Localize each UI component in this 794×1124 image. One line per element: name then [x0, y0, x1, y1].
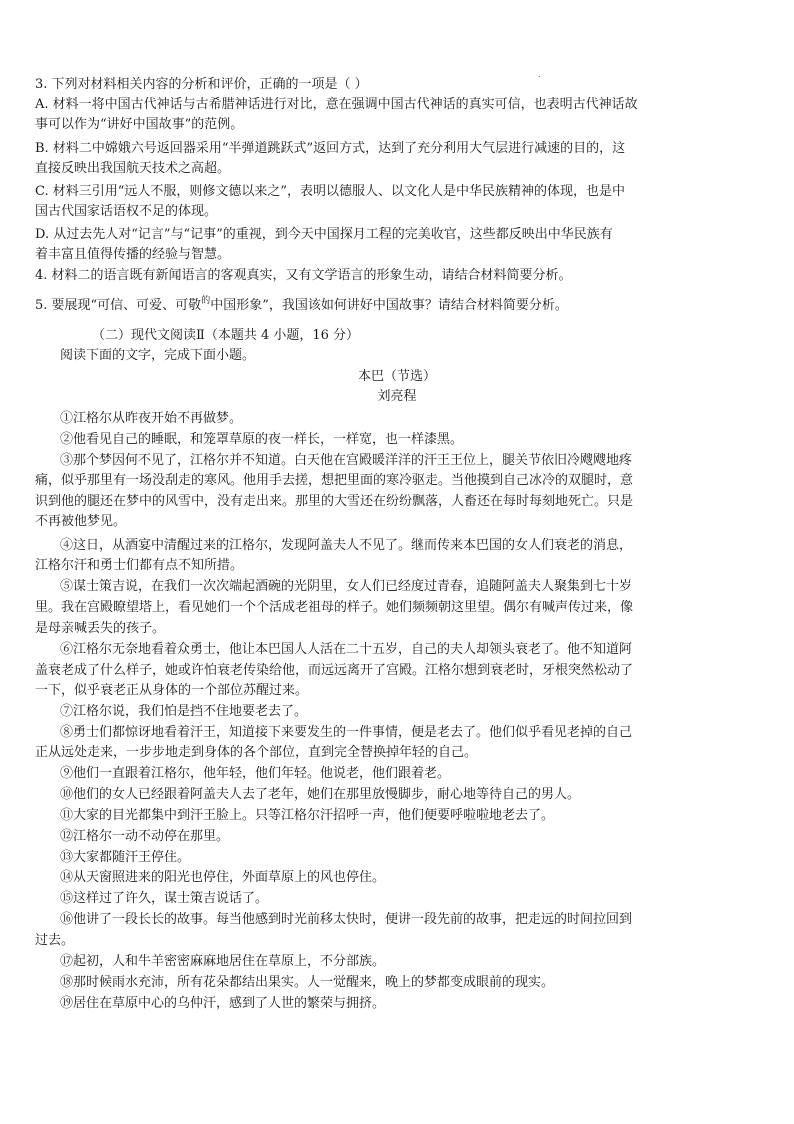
paragraph-line: ⑰起初，人和牛羊密密麻麻地居住在草原上，不分部族。	[60, 954, 386, 969]
question-4: 4. 材料二的语言既有新闻语言的客观真实，又有文学语言的形象生动，请结合材料简要分析。	[35, 268, 572, 283]
paragraph-line: 痛，似乎那里有一场没刮走的寒风。他用手去搓，想把里面的寒冷驱走。当他摸到自己冰冷的双腿时，意	[35, 473, 634, 488]
paragraph-line: ⑩他们的女人已经跟着阿盖夫人去了老年，她们在那里放慢脚步，耐心地等待自己的男人。	[60, 787, 581, 802]
paragraph-line: ⑫江格尔一动不动停在那里。	[60, 829, 230, 844]
reading-instruction: 阅读下面的文字，完成下面小题。	[60, 348, 256, 363]
option-b-line-1: B. 材料二中嫦娥六号返回器采用“半弹道跳跃式”返回方式，达到了充分利用大气层进行减速的目的，这	[35, 141, 626, 156]
paragraph-line: 里。我在宫殿瞭望塔上，看见她们一个个活成老祖母的样子。她们频频朝这里望。偶尔有喊声传过来，像	[35, 600, 634, 615]
paragraph-line: ⑦江格尔说，我们怕是挡不住地要老去了。	[60, 704, 308, 719]
question-3-stem: 3. 下列对材料相关内容的分析和评价，正确的一项是（ ）	[35, 77, 368, 92]
paragraph-line: 识到他的腿还在梦中的风雪中，没有走出来。那里的大雪还在纷纷飘落，人畜还在每时每刻地死亡。只是	[35, 494, 634, 509]
paragraph-line: 一下，似乎衰老正从身体的一个部位苏醒过来。	[35, 683, 309, 698]
passage-author: 刘亮程	[377, 389, 417, 404]
paragraph-line: 不再被他梦见。	[35, 514, 127, 529]
section-heading: （二）现代文阅读Ⅱ（本题共 4 小题，16 分）	[92, 328, 360, 343]
paragraph-line: ⑮这样过了许久，谋士策吉说话了。	[60, 891, 269, 906]
option-c-line-2: 国古代国家话语权不足的体现。	[35, 204, 218, 219]
paragraph-line: ⑱那时候雨水充沛，所有花朵都结出果实。人一觉醒来，晚上的梦都变成眼前的现实。	[60, 975, 555, 990]
question-5-superscript: 的	[201, 296, 211, 306]
paragraph-line: 盖衰老成了什么样子，她或许怕衰老传染给他，而远远离开了宫殿。江格尔想到衰老时，牙根突然松动了	[35, 663, 634, 678]
paragraph-line: ①江格尔从昨夜开始不再做梦。	[60, 411, 243, 426]
option-d-line-2: 着丰富且值得传播的经验与智慧。	[35, 247, 231, 262]
paragraph-line: 过去。	[35, 933, 75, 948]
paragraph-line: ④这日，从酒宴中清醒过来的江格尔，发现阿盖夫人不见了。继而传来本巴国的女人们衰老的消息，	[60, 538, 633, 553]
option-a-line-2: 事可以作为“讲好中国故事”的范例。	[35, 117, 244, 132]
paragraph-line: ⑧勇士们都惊讶地看着汗王，知道接下来要发生的一件事情，便是老去了。他们似乎看见老掉的自己	[60, 725, 633, 740]
option-d-line-1: D. 从过去先人对“记言”与“记事”的重视，到今天中国探月工程的完美收官，这些都反映出中华民族有	[35, 227, 613, 242]
question-5	[35, 296, 794, 317]
option-c-line-1: C. 材料三引用“远人不服，则修文德以来之”，表明以德服人、以文化人是中华民族精神的体现，也是中	[35, 184, 626, 199]
question-5-text-before: 5. 要展现“可信、可爱、可敬	[35, 298, 202, 313]
paragraph-line: ⑥江格尔无奈地看着众勇士，他让本巴国人人活在二十五岁，自己的夫人却领头衰老了。他不知道阿	[60, 642, 633, 657]
paragraph-line: ⑤谋士策吉说，在我们一次次端起酒碗的光阴里，女人们已经度过青春，追随阿盖夫人聚集到七十岁	[60, 579, 633, 594]
paragraph-line: ⑬大家都随汗王停住。	[60, 850, 191, 865]
paragraph-line: 是母亲喊丢失的孩子。	[35, 621, 166, 636]
paragraph-line: ③那个梦因何不见了，江格尔并不知道。白天他在宫殿暖洋洋的汗王王位上，腿关节依旧冷飕飕地疼	[60, 453, 633, 468]
stray-mark: .	[538, 70, 541, 79]
paragraph-line: ⑪大家的目光都集中到汗王脸上。只等江格尔汗招呼一声，他们便要呼啦啦地老去了。	[60, 808, 555, 823]
paragraph-line: ⑲居住在草原中心的乌仲汗，感到了人世的繁荣与拥挤。	[60, 996, 386, 1011]
paragraph-line: ②他看见自己的睡眠，和笼罩草原的夜一样长，一样宽，也一样漆黑。	[60, 432, 464, 447]
paragraph-line: 正从远处走来，一步步地走到身体的各个部位，直到完全替换掉年轻的自己。	[35, 745, 478, 760]
paragraph-line: ⑭从天窗照进来的阳光也停住，外面草原上的风也停住。	[60, 870, 386, 885]
passage-title: 本巴（节选）	[357, 369, 436, 384]
paragraph-line: ⑯他讲了一段长长的故事。每当他感到时光前移太快时，便讲一段先前的故事，把走远的时间拉回到	[60, 912, 633, 927]
option-b-line-2: 直接反映出我国航天技术之高超。	[35, 161, 231, 176]
paragraph-line: ⑨他们一直跟着江格尔，他年轻，他们年轻。他说老，他们跟着老。	[60, 766, 451, 781]
question-5-text-after: 中国形象”，我国该如何讲好中国故事？请结合材料简要分析。	[210, 298, 568, 313]
paragraph-line: 江格尔汗和勇士们都有点不知所措。	[35, 558, 244, 573]
option-a-line-1: A. 材料一将中国古代神话与古希腊神话进行对比，意在强调中国古代神话的真实可信，也表明古代神话故	[35, 97, 638, 112]
